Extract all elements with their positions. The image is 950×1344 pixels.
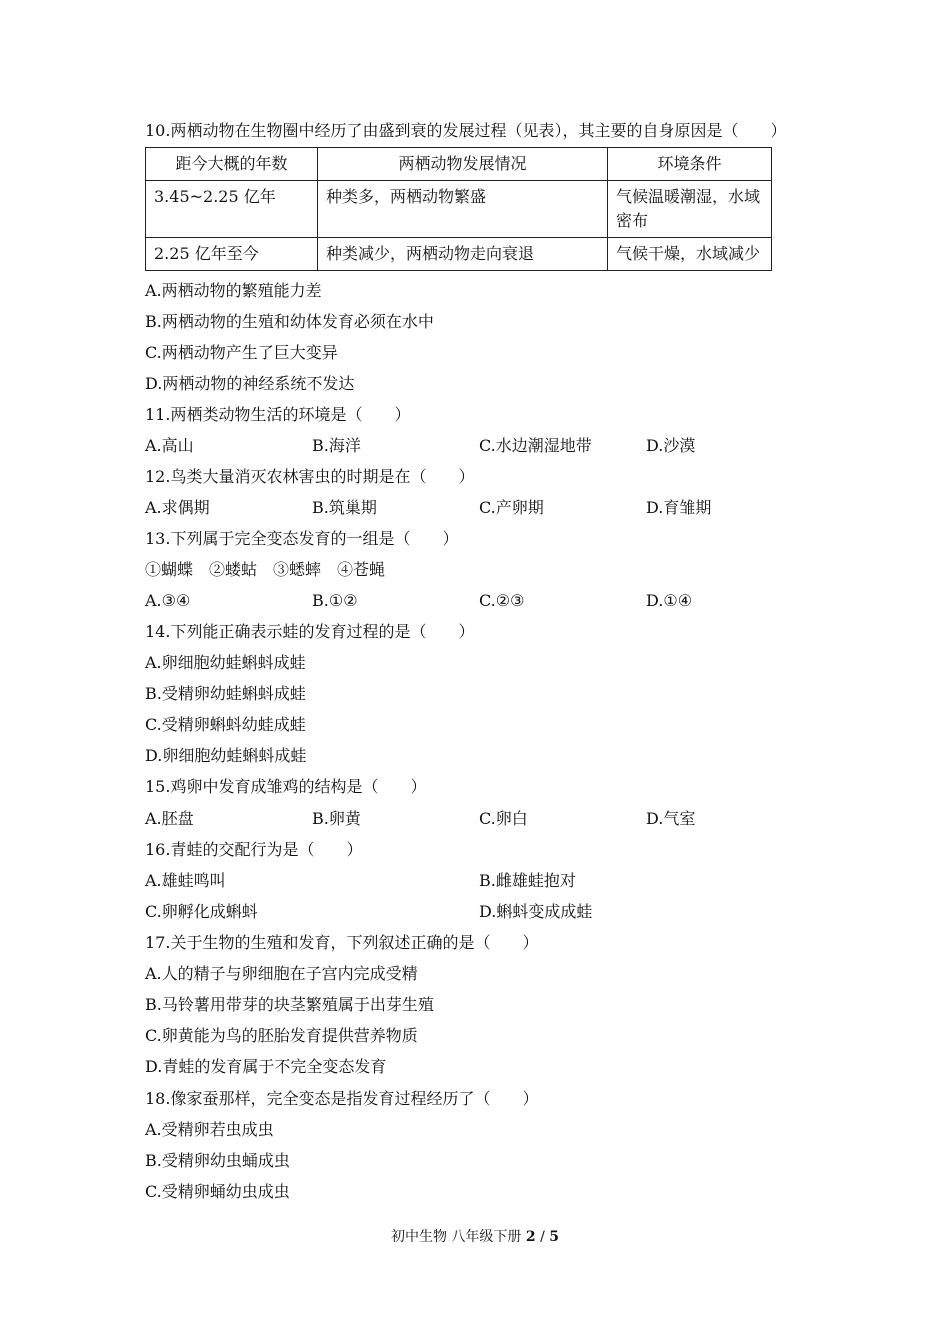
q17-option-b: B.马铃薯用带芽的块茎繁殖属于出芽生殖 — [145, 995, 434, 1014]
table-header: 环境条件 — [608, 148, 772, 181]
q10-option-d: D.两栖动物的神经系统不发达 — [145, 374, 355, 393]
q14-stem: 14.下列能正确表示蛙的发育过程的是（ ） — [145, 622, 475, 641]
footer-separator: / — [535, 1229, 550, 1245]
table-cell: 3.45~2.25 亿年 — [146, 181, 318, 238]
q16-option-b: B.雌雄蛙抱对 — [479, 871, 576, 890]
footer-page-total: 5 — [549, 1229, 560, 1245]
q12-option-d: D.育雏期 — [646, 498, 712, 517]
q15-option-c: C.卵白 — [479, 809, 528, 828]
q11-option-c: C.水边潮湿地带 — [479, 436, 592, 455]
q14-option-c: C.受精卵蝌蚪幼蛙成蛙 — [145, 715, 306, 734]
table-cell: 2.25 亿年至今 — [146, 238, 318, 271]
table-cell: 气候干燥，水域减少 — [608, 238, 772, 271]
q16-option-c: C.卵孵化成蝌蚪 — [145, 902, 258, 921]
q18-option-b: B.受精卵幼虫蛹成虫 — [145, 1151, 290, 1170]
q14-option-d: D.卵细胞幼蛙蝌蚪成蛙 — [145, 746, 307, 765]
q13-stem: 13.下列属于完全变态发育的一组是（ ） — [145, 529, 459, 548]
q13-items: ①蝴蝶 ②蝼蛄 ③蟋蟀 ④苍蝇 — [145, 560, 386, 579]
q17-option-c: C.卵黄能为鸟的胚胎发育提供营养物质 — [145, 1026, 418, 1045]
q14-option-b: B.受精卵幼蛙蝌蚪成蛙 — [145, 684, 306, 703]
q12-option-c: C.产卵期 — [479, 498, 544, 517]
q11-stem: 11.两栖类动物生活的环境是（ ） — [145, 405, 411, 424]
q13-option-a: A.③④ — [145, 591, 191, 610]
table-row — [146, 181, 772, 238]
q18-stem: 18.像家蚕那样，完全变态是指发育过程经历了（ ） — [145, 1089, 539, 1108]
table-header: 两栖动物发展情况 — [318, 148, 608, 181]
table-header: 距今大概的年数 — [146, 148, 318, 181]
table-cell: 气候温暖潮湿，水域密布 — [608, 181, 772, 238]
q16-stem: 16.青蛙的交配行为是（ ） — [145, 840, 363, 859]
q10-option-a: A.两栖动物的繁殖能力差 — [145, 281, 322, 300]
q10-stem: 10.两栖动物在生物圈中经历了由盛到衰的发展过程（见表），其主要的自身原因是（ ） — [145, 121, 787, 140]
q15-option-a: A.胚盘 — [145, 809, 194, 828]
q13-option-c: C.②③ — [479, 591, 525, 610]
q17-option-a: A.人的精子与卵细胞在子宫内完成受精 — [145, 964, 418, 983]
q18-option-a: A.受精卵若虫成虫 — [145, 1120, 274, 1139]
table-cell: 种类多，两栖动物繁盛 — [318, 181, 608, 238]
q10-option-b: B.两栖动物的生殖和幼体发育必须在水中 — [145, 312, 434, 331]
q11-option-a: A.高山 — [145, 436, 194, 455]
footer-page-number: 2 — [525, 1229, 536, 1245]
q17-stem: 17.关于生物的生殖和发育，下列叙述正确的是（ ） — [145, 933, 539, 952]
q13-option-b: B.①② — [312, 591, 358, 610]
q11-option-b: B.海洋 — [312, 436, 361, 455]
footer-subject: 初中生物 八年级下册 — [390, 1229, 522, 1245]
q12-stem: 12.鸟类大量消灭农林害虫的时期是在（ ） — [145, 467, 475, 486]
q10-option-c: C.两栖动物产生了巨大变异 — [145, 343, 338, 362]
q16-option-a: A.雄蛙鸣叫 — [145, 871, 226, 890]
table-header-row — [146, 148, 772, 181]
q12-option-a: A.求偶期 — [145, 498, 210, 517]
table-row — [146, 238, 772, 271]
q14-option-a: A.卵细胞幼蛙蝌蚪成蛙 — [145, 653, 306, 672]
q11-option-d: D.沙漠 — [646, 436, 696, 455]
table-cell: 种类减少，两栖动物走向衰退 — [318, 238, 608, 271]
q16-option-d: D.蝌蚪变成成蛙 — [479, 902, 593, 921]
q13-option-d: D.①④ — [646, 591, 693, 610]
q17-option-d: D.青蛙的发育属于不完全变态发育 — [145, 1057, 387, 1076]
q10-table — [145, 147, 772, 271]
q15-option-b: B.卵黄 — [312, 809, 361, 828]
q15-option-d: D.气室 — [646, 809, 696, 828]
q18-option-c: C.受精卵蛹幼虫成虫 — [145, 1182, 290, 1201]
q12-option-b: B.筑巢期 — [312, 498, 377, 517]
q15-stem: 15.鸡卵中发育成雏鸡的结构是（ ） — [145, 777, 427, 796]
page-footer — [0, 1227, 950, 1247]
